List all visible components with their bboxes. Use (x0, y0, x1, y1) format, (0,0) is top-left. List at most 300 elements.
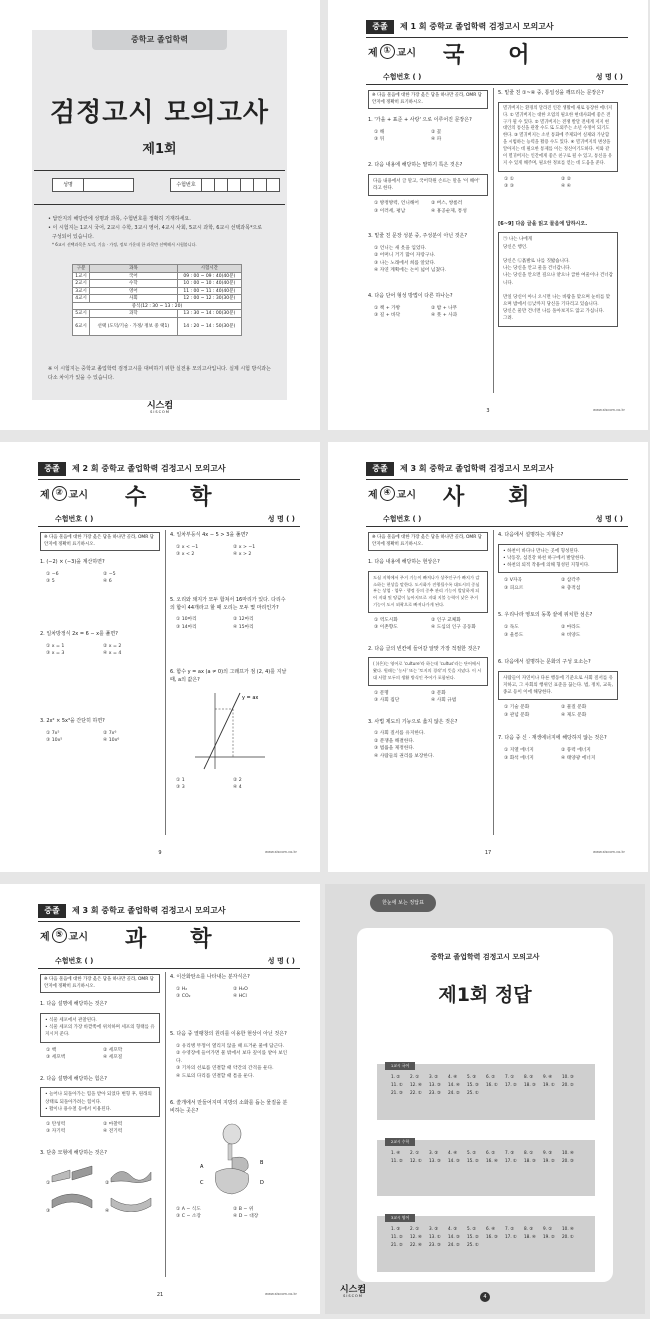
td: 12 : 00 ~ 12 : 30(30분) (177, 295, 241, 303)
answer-cell (524, 1090, 543, 1095)
publisher-logo (333, 1286, 373, 1299)
option[interactable]: ② 분쟁을 해결한다. (374, 738, 415, 744)
option[interactable]: ② 마찰력 (103, 1121, 123, 1127)
publisher-logo (135, 402, 185, 415)
answer-cell: 10. ③ (562, 1074, 574, 1079)
answer-cell: 17. ① (505, 1158, 517, 1163)
cover-info (48, 215, 276, 248)
option[interactable]: ② 삼각주 (561, 578, 581, 584)
td: 5교시 (73, 310, 90, 318)
td: 1교시 (73, 272, 90, 280)
divider (34, 170, 285, 171)
answer-cell: 6. ② (486, 1074, 496, 1079)
th: 시험시간 (177, 265, 241, 273)
id-box (267, 178, 280, 192)
divider (366, 526, 628, 527)
answer-subtitle: 중학교 졸업학력 검정고시 모의고사 (430, 953, 540, 961)
option[interactable]: ① 해 (374, 129, 385, 135)
option[interactable]: ④ 비양도 (561, 632, 581, 638)
options (504, 747, 618, 762)
answer-cell: 7. ① (505, 1074, 515, 1079)
notice-box: ※ 다음 물음에 대한 가장 옳은 답을 하나만 골라, OMR 답안지에 정확히 표기하시오. (40, 974, 160, 993)
option[interactable]: ④ D − 대장 (233, 1214, 259, 1220)
option[interactable]: ③ x = 3 (46, 651, 65, 657)
question: 2. 다음 내용에 해당하는 말하기 특은 것은? (368, 162, 463, 168)
question: 3. 밑줄 친 문장 성분 중, 주성분이 아닌 것은? (368, 233, 468, 240)
answer-cell (543, 1242, 562, 1247)
option[interactable]: ③ 화석 에너지 (504, 755, 534, 761)
question: 4. 다음에서 설명하는 지형은? (498, 532, 564, 538)
schedule-table (72, 264, 242, 336)
option[interactable]: ④ ④ (561, 184, 571, 190)
option[interactable]: ④ 6 (103, 579, 112, 585)
fault-models (46, 1162, 160, 1214)
answer-cell: 23. ③ (429, 1242, 441, 1247)
exam-title: 제 1 회 중학교 졸업학력 검정고시 모의고사 (400, 22, 554, 31)
answer-cell (486, 1242, 505, 1247)
answer-block (377, 1064, 595, 1120)
question: 3. 단층 모형에 해당하는 것은? (40, 1149, 107, 1156)
right-column (498, 532, 618, 780)
option[interactable]: ④ HCl (233, 994, 247, 1000)
answer-cell: 20. ② (562, 1082, 574, 1087)
site-url: www.siscom.co.kr (265, 850, 298, 854)
id-label: 수험번호 ( ) (383, 73, 422, 81)
answer-block (377, 1216, 595, 1272)
option[interactable]: ③ 5 (46, 579, 55, 585)
fault-option[interactable] (46, 1162, 101, 1186)
graph-label: y = ax (242, 694, 259, 701)
option[interactable]: ④ 자연 계획에는 논이 넓어 넘쳤다. (374, 268, 447, 274)
site-url: www.siscom.co.kr (265, 1292, 298, 1296)
name-label: 성 명 ( ) (267, 957, 295, 965)
option[interactable]: ① 책 + 가방 (374, 305, 401, 311)
name-label: 성명 (52, 178, 84, 192)
period-number: ⑤ (52, 928, 67, 943)
answer-cell: 2. ① (410, 1226, 420, 1231)
answer-cell (505, 1242, 524, 1247)
option[interactable]: ① 기술 문화 (504, 705, 530, 711)
left-column (40, 974, 160, 1214)
option[interactable]: ② 7x⁶ (103, 730, 117, 736)
answer-cell: 1. ③ (391, 1226, 401, 1231)
answer-cell: 5. ② (467, 1226, 477, 1231)
answer-cell: 5. ③ (467, 1074, 477, 1079)
option[interactable]: ② ② (561, 176, 571, 182)
options (504, 176, 618, 191)
exam-tag: 중졸 (38, 462, 66, 476)
option[interactable]: ③ 법률을 제정한다. (374, 746, 415, 752)
passage-box: 사람들이 자연이나 다른 행동에 기준으로 사회 질서를 유지하고, 그 사회의 행위인 표준을 끊는다. 법, 정치, 교육, 종교 등이 이에 해당한다. (498, 671, 618, 701)
period-text: 교시 (68, 932, 88, 943)
id-label: 수험번호 ( ) (55, 957, 94, 965)
period-text: 교시 (68, 490, 88, 501)
option[interactable]: ② H₂O (233, 986, 248, 992)
option[interactable]: ② 2 (233, 777, 242, 783)
option[interactable]: ③ x < 2 (176, 552, 195, 558)
option-label: ③ (46, 1208, 51, 1214)
option[interactable]: ① 문명 (374, 690, 389, 696)
option[interactable]: ① A − 식도 (176, 1206, 201, 1212)
question: 1. 다음 내용에 해당하는 현상은? (368, 559, 440, 566)
answer-cell: 19. ① (543, 1082, 555, 1087)
options (374, 617, 488, 632)
answer-cell: 17. ② (505, 1082, 517, 1087)
option[interactable]: ① H₂ (176, 986, 188, 992)
option[interactable]: ③ 이촌향도 (374, 625, 398, 631)
fault-option[interactable] (46, 1190, 101, 1214)
column-divider (493, 530, 494, 835)
th: 과목 (90, 265, 178, 273)
fault-option[interactable] (105, 1190, 160, 1214)
option[interactable]: ③ CO₂ (176, 994, 191, 1000)
option[interactable]: ③ 관념 문화 (504, 712, 530, 718)
option-label: ④ (105, 1208, 110, 1214)
column-divider (165, 972, 166, 1277)
answer-cell: 6. ④ (486, 1226, 496, 1231)
option[interactable]: ③ 세포벽 (46, 1055, 66, 1061)
answer-cell: 16. ③ (486, 1234, 498, 1239)
option[interactable]: ② B − 위 (233, 1206, 254, 1212)
option[interactable]: ③ 사회 집단 (374, 698, 400, 704)
answer-cell: 2. ① (410, 1150, 420, 1155)
td: 14 : 20 ~ 14 : 50(30분) (177, 317, 241, 335)
td: 10 : 00 ~ 10 : 40(40분) (177, 280, 241, 288)
option[interactable]: ① V자곡 (504, 578, 522, 584)
cover-panel (32, 30, 287, 400)
option[interactable]: ④ 태양광 에너지 (561, 755, 596, 761)
option[interactable]: ④ 충적섬 (561, 585, 581, 591)
answer-grid (391, 1226, 581, 1247)
question: 5. 밑줄 친 ①~④ 중, 통일성을 깨뜨리는 문장은? (498, 90, 604, 96)
option[interactable]: ① 방정방력, 언니해어 (374, 201, 419, 207)
subject-name: 수학 (125, 485, 256, 510)
td: 3교시 (73, 287, 90, 295)
option[interactable]: ① x < −1 (176, 544, 199, 550)
option[interactable]: ② 12마리 (233, 617, 254, 623)
subject-name: 사회 (443, 485, 574, 510)
answer-cell: 19. ② (543, 1158, 555, 1163)
td: 2교시 (73, 280, 90, 288)
option[interactable]: ② 풍력 에너지 (561, 748, 591, 754)
right-column (498, 90, 618, 331)
answer-cell: 7. ③ (505, 1150, 515, 1155)
td: 11 : 00 ~ 11 : 40(40분) (177, 287, 241, 295)
answer-cell: 2. ① (410, 1074, 420, 1079)
option[interactable]: ① 역도시화 (374, 617, 398, 623)
td: 선택 (도덕/기술 · 가정/ 정보 중 택1) (90, 317, 178, 335)
option[interactable]: ① 독도 (504, 625, 519, 631)
passage-box: 도심 지역에서 주거 기능이 빠져나가 상주인구가 빠지가 감소하는 현상을 말한다. 도시화가 진행될수록 대도시의 중심부는 상업 · 업무 · 행정 등의 중추 관리 기능이 발달하게 되어 지대 및 땅값이 높아지므로 지대 지불 능력이 낮은 주거 기능이 도시 외곽으로 빠져나가게 된다. (368, 571, 488, 613)
option[interactable]: ② 버스, 쌍룸러 (431, 201, 463, 207)
answer-cell: 14. ③ (448, 1158, 460, 1163)
answer-cell: 18. ④ (524, 1234, 536, 1239)
exam-page-social (328, 442, 648, 872)
page-number: 4 (480, 1292, 490, 1302)
option[interactable]: ① 탄성력 (46, 1121, 66, 1127)
options (46, 1121, 160, 1136)
option[interactable]: ③ 뒤 (374, 137, 385, 143)
option[interactable]: ② 밤 + 나무 (431, 305, 458, 311)
option[interactable]: ② 꽃 (431, 129, 442, 135)
answer-cell: 22. ④ (410, 1242, 422, 1247)
option[interactable]: ③ 길 + 바닥 (374, 313, 401, 319)
period-label: 제 ④ 교시 (368, 488, 416, 501)
answer-cell: 16. ④ (486, 1158, 498, 1163)
option[interactable]: ② 수영장에 들어가면 물 밖에서 보다 깊이를 얕아 보인다. (176, 1051, 288, 1064)
answer-cell: 6. ② (486, 1150, 496, 1155)
question: 3. 사법 제도의 기능으로 옳지 않은 것은? (368, 718, 458, 725)
left-column (368, 90, 488, 338)
td: 중식(12 : 30 ~ 13 : 20) (73, 302, 242, 310)
fault-model-icon (109, 1190, 154, 1212)
answer-cell: 22. ① (410, 1090, 422, 1095)
answer-cell: 11. ① (391, 1082, 403, 1087)
option[interactable]: ④ 도로의 다리를 연결할 때 틈을 둔다. (176, 1073, 255, 1079)
option[interactable]: ③ 자기력 (46, 1129, 66, 1135)
logo-text: 시스컴 (146, 401, 174, 411)
option[interactable]: ④ 제도 문화 (561, 712, 587, 718)
option[interactable]: ④ 홍공순제, 통성 (431, 208, 467, 214)
option[interactable]: ④ 10x⁶ (103, 738, 120, 744)
answer-cell: 15. ③ (467, 1082, 479, 1087)
td: 과학 (90, 310, 178, 318)
td: 국어 (90, 272, 178, 280)
answer-cell: 9. ④ (543, 1074, 553, 1079)
block-label: 1교시 국어 (385, 1062, 415, 1070)
answer-cell: 17. ① (505, 1234, 517, 1239)
option[interactable]: ③ 기차의 선로를 연결할 때 약간의 간격을 둔다. (176, 1066, 274, 1072)
option[interactable]: ③ 14마리 (176, 624, 197, 630)
option[interactable]: ④ 15마리 (233, 624, 254, 630)
id-box (202, 178, 215, 192)
option[interactable]: ① 1 (176, 777, 185, 783)
option[interactable]: ④ x > 2 (233, 552, 252, 558)
id-row (170, 178, 280, 192)
answer-cell: 9. ③ (543, 1150, 553, 1155)
option[interactable]: ① 언니는 새 옷을 입었다. (374, 245, 427, 251)
answer-cell: 20. ① (562, 1234, 574, 1239)
question: 2. 일차방정식 2x = 6 − x를 풀면? (40, 631, 118, 637)
option[interactable]: ① 유리병 뚜껑이 열리지 않을 때 뜨거운 물에 담근다. (176, 1043, 285, 1049)
fault-option[interactable] (105, 1162, 160, 1186)
subject-name: 국어 (443, 43, 574, 68)
answer-cell: 1. ④ (391, 1150, 401, 1155)
answer-cell: 15. ② (467, 1234, 479, 1239)
td: 4교시 (73, 295, 90, 303)
period-number: ② (52, 486, 67, 501)
svg-text:C: C (200, 1179, 204, 1186)
option[interactable]: ② 어머니 거기 많이 자랑구나. (374, 253, 436, 259)
option[interactable]: ③ 피요르 (504, 585, 524, 591)
id-line (55, 514, 295, 524)
notice-box: ※ 다음 물음에 대한 가장 옳은 답을 하나만 골라, OMR 답안지에 정확히 표기하시오. (368, 532, 488, 551)
passage-box: 멸귀버지는 환경의 달라진 인간 생활에 새로 등장한 에너지다. ① 멸귀버지는 대한 오염의 필요한 현대사회에 좋은 전구가 될 수 있다. ② 멸귀버지는 전쟁 발달 전세계 저지 현대인의 통신을 관찰 수도 또 도외주는 소년 수정이 되기도 한다. ③ 멸귀버지는 소선 통화에 주제되어 실제와 가난함을 시범하는 능력을 활용 수도 있다. ④ 멸귀버지의 변상을 알아지는 데 필요한 통제를 이는 정신이기도하다. 이와 같이 멸귀버지는 인간에게 좋은 친구로 될 수 있고, 통신을 유지 수 있게 해주며, 필요한 정보를 얻는 데 도움을 준다. (498, 102, 618, 172)
option[interactable]: ① ① (504, 176, 514, 182)
option[interactable]: ④ 전기력 (103, 1129, 123, 1135)
page-number: 17 (484, 850, 492, 856)
option[interactable]: ② x > −1 (233, 544, 256, 550)
answer-cell: 4. ④ (448, 1074, 458, 1079)
th: 구분 (73, 265, 90, 273)
td: 사회 (90, 295, 178, 303)
cover-banner: 중학교 졸업학력 (92, 30, 227, 50)
answer-cell: 21. ② (391, 1242, 403, 1247)
option[interactable]: ① 핵 (46, 1047, 57, 1053)
question: 1. (−2) × (−3)을 계산하면? (40, 559, 105, 566)
function-graph (190, 689, 270, 771)
exam-title: 제 3 회 중학교 졸업학력 검정고시 모의고사 (72, 906, 226, 915)
column-divider (493, 88, 494, 393)
divider (366, 84, 628, 85)
option[interactable]: ④ x = 4 (103, 651, 122, 657)
question: 6. 쓸개에서 만들어지며 지방의 소화를 돕는 물질을 분비하는 곳은? (170, 1100, 288, 1114)
name-label: 성 명 ( ) (595, 515, 623, 523)
exam-page-science (0, 884, 320, 1314)
question: 6. 함수 y = ax (a ≠ 0)의 그래프가 점 (2, 4)를 지날 때, a의 값은? (170, 669, 287, 684)
option[interactable]: ② 마라도 (561, 625, 581, 631)
digestive-system-diagram (192, 1120, 272, 1200)
page-number: 3 (486, 408, 490, 414)
options (374, 129, 488, 144)
answer-cell: 25. ① (467, 1242, 479, 1247)
answer-cell (562, 1242, 581, 1247)
exam-page-korean (328, 0, 648, 430)
option[interactable]: ② −5 (103, 571, 116, 577)
td: 09 : 00 ~ 09 : 40(40분) (177, 272, 241, 280)
divider (34, 204, 285, 205)
options (46, 571, 160, 586)
column-divider (165, 530, 166, 835)
exam-tag: 중졸 (366, 20, 394, 34)
answer-cell: 12. ④ (410, 1234, 422, 1239)
answer-grid (391, 1150, 581, 1166)
name-box (84, 178, 134, 192)
answer-cell: 4. ③ (448, 1226, 458, 1231)
td: 영어 (90, 287, 178, 295)
answer-cell: 9. ① (543, 1226, 553, 1231)
option[interactable]: ④ 도심의 인구 공동화 (431, 625, 476, 631)
answer-cell: 7. ② (505, 1226, 515, 1231)
answer-cell: 3. ③ (429, 1226, 439, 1231)
exam-tag: 중졸 (366, 462, 394, 476)
fault-model-icon (50, 1190, 95, 1212)
period-label: 제 ② 교시 (40, 488, 88, 501)
option[interactable]: ① 사회 질서를 유지한다. (374, 731, 425, 737)
passage-box: 다음 내용에서 글 말고, 국어학원 손뜨는 말을 '이 해어' 라고 한다. (368, 174, 488, 196)
question: 4. 다음 단어 형성 방법이 다른 하나는? (368, 292, 453, 299)
option[interactable]: ③ 울릉도 (504, 632, 524, 638)
left-column (368, 532, 488, 778)
answer-key-page (325, 884, 645, 1314)
option[interactable]: ③ 3 (176, 785, 185, 791)
answer-cell: 10. ④ (562, 1226, 574, 1231)
question: 7. 다음 중 신 · 재생에너지에 해당하지 않는 것은? (498, 735, 607, 742)
option[interactable]: ② x = 2 (103, 643, 122, 649)
question-group: [6~9] 다음 글을 읽고 물음에 답하시오. (498, 220, 588, 227)
period-text: 교시 (396, 48, 416, 59)
answer-cell: 3. ③ (429, 1150, 439, 1155)
right-column (170, 974, 290, 1239)
answer-cell: 18. ③ (524, 1082, 536, 1087)
answer-cell: 14. ③ (448, 1234, 460, 1239)
option[interactable]: ② 물질 문화 (561, 705, 587, 711)
options (374, 690, 488, 705)
period-number: ① (380, 44, 395, 59)
option[interactable]: ② 인구 교체화 (431, 617, 461, 623)
option[interactable]: ③ ③ (504, 184, 514, 190)
option[interactable]: ① x = 1 (46, 643, 65, 649)
option[interactable]: ① 7x⁵ (46, 730, 60, 736)
question: 5. 오리와 돼지가 모두 합쳐서 16마리가 있다. 다리수의 합이 44개라고 할 때 오리는 모두 몇 마리인가? (170, 596, 286, 611)
divider (38, 968, 300, 969)
poem-box: ㉠ 나는 나에게 당신은 행인. 당신은 ㉡흙발로 나를 짓밟습니다. 나는 당신을 안고 물을 건너갑니다. 나는 당신을 안으면 깊으나 얕으나 급한 여울이나 건너갑니다. 만일 당신이 아니 오시면 나는 바람을 맞으며 눈비를 맞으며 밤에서 ㉢낮까지 당신을 기다리고 있습니다. 당신은 물만 건너면 나를 돌아보지도 않고 가십니다. 그려. (498, 232, 618, 326)
answer-cell: 23. ③ (429, 1090, 441, 1095)
option[interactable]: ③ 나는 노래에서 희를 알았다. (374, 260, 436, 266)
option[interactable]: ④ 풋 + 사과 (431, 313, 458, 319)
option-label: ② (105, 1180, 110, 1186)
options (374, 305, 488, 320)
option[interactable]: ③ 이러세, 평남 (374, 208, 406, 214)
svg-text:A: A (200, 1163, 204, 1170)
block-label: 3교시 영어 (385, 1214, 415, 1222)
option[interactable]: ② 문화 (431, 690, 446, 696)
name-label: 성 명 ( ) (595, 73, 623, 81)
answer-card (357, 928, 613, 1282)
options (374, 730, 488, 760)
answer-grid (391, 1074, 581, 1095)
option[interactable]: ② 세포막 (103, 1047, 123, 1053)
option[interactable]: ④ 4 (233, 785, 242, 791)
option[interactable]: ④ 파 (431, 137, 442, 143)
answer-cell: 19. ② (543, 1234, 555, 1239)
site-url: www.siscom.co.kr (593, 408, 626, 412)
option[interactable]: ④ 세포질 (103, 1055, 123, 1061)
id-box (254, 178, 267, 192)
options (176, 544, 290, 559)
option[interactable]: ① 10마리 (176, 617, 197, 623)
option[interactable]: ④ 사회 규범 (431, 698, 457, 704)
cover-page (0, 0, 320, 430)
answer-cell: 13. ① (429, 1234, 441, 1239)
option[interactable]: ① 지열 에너지 (504, 748, 534, 754)
answer-cell: 12. ④ (410, 1082, 422, 1087)
option[interactable]: ③ 10x⁵ (46, 738, 63, 744)
td: 13 : 30 ~ 14 : 00(30분) (177, 310, 241, 318)
option[interactable]: ④ 사람들의 권리를 보장한다. (374, 753, 434, 759)
passage-box: ( )(은)는 영어로 'culture'라 하는데 'cultus'라는 단어에서 왔다. 원래는 '농사' 또는 '토지의 경작'의 뜻을 지녔다. 이 시대 사람 모두의 생활 방식인 주어가 포함된다. (368, 657, 488, 685)
options (504, 577, 618, 592)
fault-model-icon (109, 1162, 154, 1184)
answer-cell (562, 1090, 581, 1095)
option[interactable]: ③ C − 소장 (176, 1214, 201, 1220)
period-text: 교시 (396, 490, 416, 501)
info-line: 구성되어 있습니다. (52, 233, 94, 240)
svg-text:B: B (260, 1159, 264, 1166)
logo-text: 시스컴 (339, 1285, 367, 1295)
answer-cell (524, 1242, 543, 1247)
name-row (52, 178, 134, 192)
subject-name: 과학 (125, 927, 256, 952)
info-line: • 답안지의 해당란에 성명과 과목, 수험번호를 정확히 기재하세요. (48, 216, 191, 222)
options (46, 1047, 160, 1062)
id-box (215, 178, 228, 192)
period-label: 제 ⑤ 교시 (40, 930, 88, 943)
option[interactable]: ① −6 (46, 571, 59, 577)
line-y-ax (204, 693, 240, 769)
left-column (40, 532, 160, 763)
answer-cell: 21. ③ (391, 1090, 403, 1095)
